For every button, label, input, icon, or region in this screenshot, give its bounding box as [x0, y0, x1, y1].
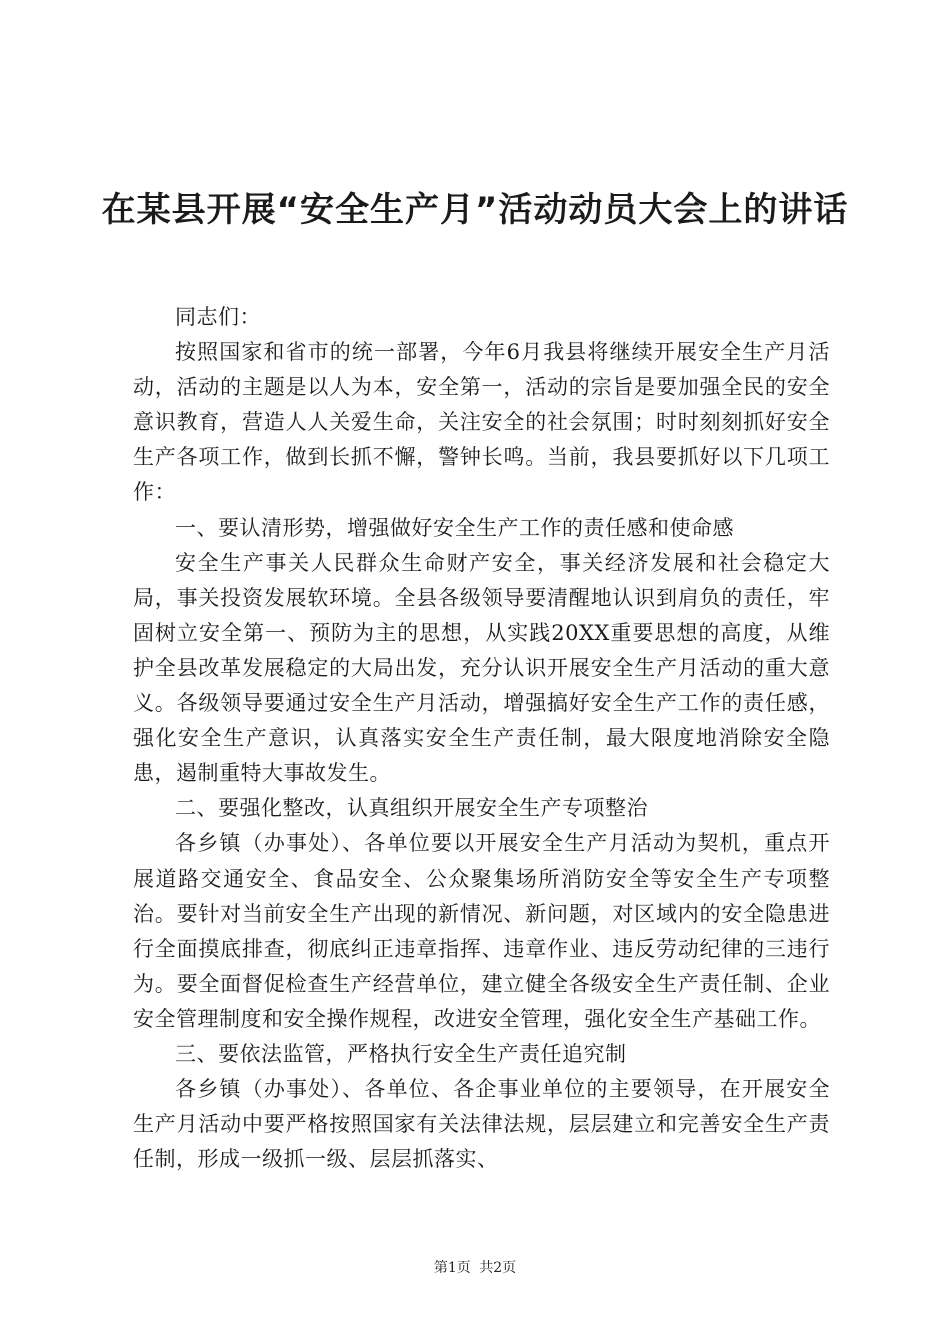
page-total: 共2页 — [479, 1260, 517, 1276]
document-body — [133, 300, 830, 1177]
section-heading-3: 三、要依法监管，严格执行安全生产责任追究制 — [175, 1041, 627, 1066]
section-paragraph-2: 各乡镇（办事处）、各单位要以开展安全生产月活动为契机，重点开展道路交通安全、食品安全、公众聚集场所消防安全等安全生产专项整治。要针对当前安全生产出现的新情况、新问题，对区域内的安全隐患进行全面摸底排查，彻底纠正违章指挥、违章作业、违反劳动纪律的三违行为。要全面督促检查生产经营单位，建立健全各级安全生产责任制、企业安全管理制度和安全操作规程，改进安全管理，强化安全生产基础工作。 — [133, 831, 830, 1031]
page-number: 第1页 — [433, 1260, 471, 1276]
document-title: 在某县开展“安全生产月”活动动员大会上的讲话 — [101, 190, 849, 230]
section-heading-1: 一、要认清形势，增强做好安全生产工作的责任感和使命感 — [175, 515, 734, 540]
section-heading-2: 二、要强化整改，认真组织开展安全生产专项整治 — [175, 796, 648, 821]
page-footer — [0, 1258, 950, 1278]
section-paragraph-3: 各乡镇（办事处）、各单位、各企事业单位的主要领导，在开展安全生产月活动中要严格按照国家有关法律法规，层层建立和完善安全生产责任制，形成一级抓一级、层层抓落实、 — [133, 1077, 830, 1172]
salutation: 同志们： — [175, 305, 261, 329]
intro-paragraph: 按照国家和省市的统一部署，今年6月我县将继续开展安全生产月活动，活动的主题是以人为本，安全第一，活动的宗旨是要加强全民的安全意识教育，营造人人关爱生命，关注安全的社会氛围；时时刻刻抓好安全生产各项工作，做到长抓不懈，警钟长鸣。当前，我县要抓好以下几项工作： — [133, 340, 830, 505]
section-paragraph-1: 安全生产事关人民群众生命财产安全，事关经济发展和社会稳定大局，事关投资发展软环境。全县各级领导要清醒地认识到肩负的责任，牢固树立安全第一、预防为主的思想，从实践20XX重要思想的高度，从维护全县改革发展稳定的大局出发，充分认识开展安全生产月活动的重大意义。各级领导要通过安全生产月活动，增强搞好安全生产工作的责任感，强化安全生产意识，认真落实安全生产责任制，最大限度地消除安全隐患，遏制重特大事故发生。 — [133, 550, 830, 786]
